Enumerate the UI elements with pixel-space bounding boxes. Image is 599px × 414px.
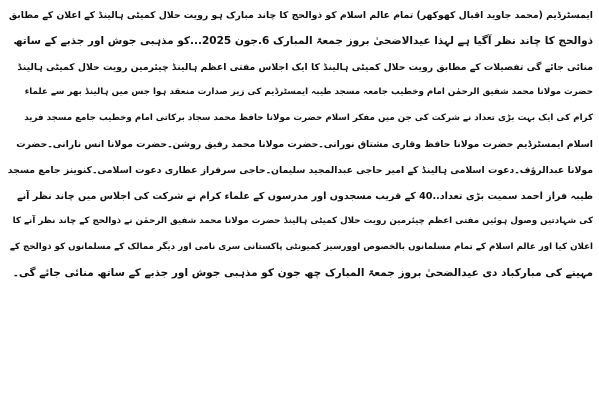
article-line: مہینے کی مبارکباد دی عیدالضحیٰ بروز جمعۃ المبارک چھ جون کو مذہبی جوش اور جذبے کے ساتھ منائی جائے گی۔	[12, 266, 593, 279]
article-line: ذوالحج کا چاند نظر آگیا ہے لہذا عیدالاضحیٰ بروز جمعۃ المبارک 6.جون 2025...کو مذہبی جوش اور جذبے کے ساتھ	[13, 34, 593, 47]
article-line: ایمسٹرڈیم (محمد جاوید اقبال کھوکھر) تمام عالم اسلام کو ذوالحج کا چاند مبارک ہو رویت حلال کمیٹی ہالینڈ کے اعلان کے مطابق	[8, 10, 593, 21]
article-line: مولانا عبدالرؤف۔دعوت اسلامی ہالینڈ کے امیر حاجی عبدالمجید سلیمان۔حاجی سرفراز عطاری دعوت اسلامی۔کنوینز جامع مسجد	[7, 164, 593, 176]
article-line: طیبہ فراز احمد سمیت بڑی تعداد..40 کے قریب مسجدوں اور مدرسوں کے علماء کرام نے شرکت کی اجلاس میں چاند نظر آنے	[16, 190, 593, 202]
article-line: کی شہادتیں وصول ہوئیں مفتی اعظم چیئرمین رویت حلال کمیٹی ہالینڈ حضرت مولانا محمد شفیق الرحمٰن نے ذوالحج کے چاند نظر آنے کا	[12, 216, 593, 227]
article-line: اعلان کیا اور عالم اسلام کے تمام مسلمانوں بالخصوص اوورسیز کمیونٹی پاکستانی سری نامی اور دیگر ممالک کے مسلمانوں کو ذوالحج کے	[9, 242, 593, 253]
article-line: منائی جائے گی تفصیلات کے مطابق رویت حلال کمیٹی ہالینڈ کا ایک اجلاس مفتی اعظم ہالینڈ چیئرمین رویت حلال کمیٹی ہالینڈ	[17, 61, 593, 73]
article-line: کرام کی ایک بہت بڑی تعداد نے شرکت کی جن میں مفکر اسلام حضرت مولانا حافظ محمد سجاد برکاتی امام وخطیب جامع مسجد فرید	[24, 113, 593, 124]
article-line: حضرت مولانا محمد شفیق الرحمٰن امام وخطیب جامعہ مسجد طیبہ ایمسٹرڈیم کی زیر صدارت منعقد ہوا جس میں ہالینڈ بھر سے علماء	[24, 87, 593, 98]
article-line: اسلام ایمسٹرڈیم حضرت مولانا حافظ وقاری مشتاق نورانی۔حضرت مولانا محمد رفیق روشن۔حضرت مولانا انس نارانی۔حضرت	[16, 138, 593, 150]
